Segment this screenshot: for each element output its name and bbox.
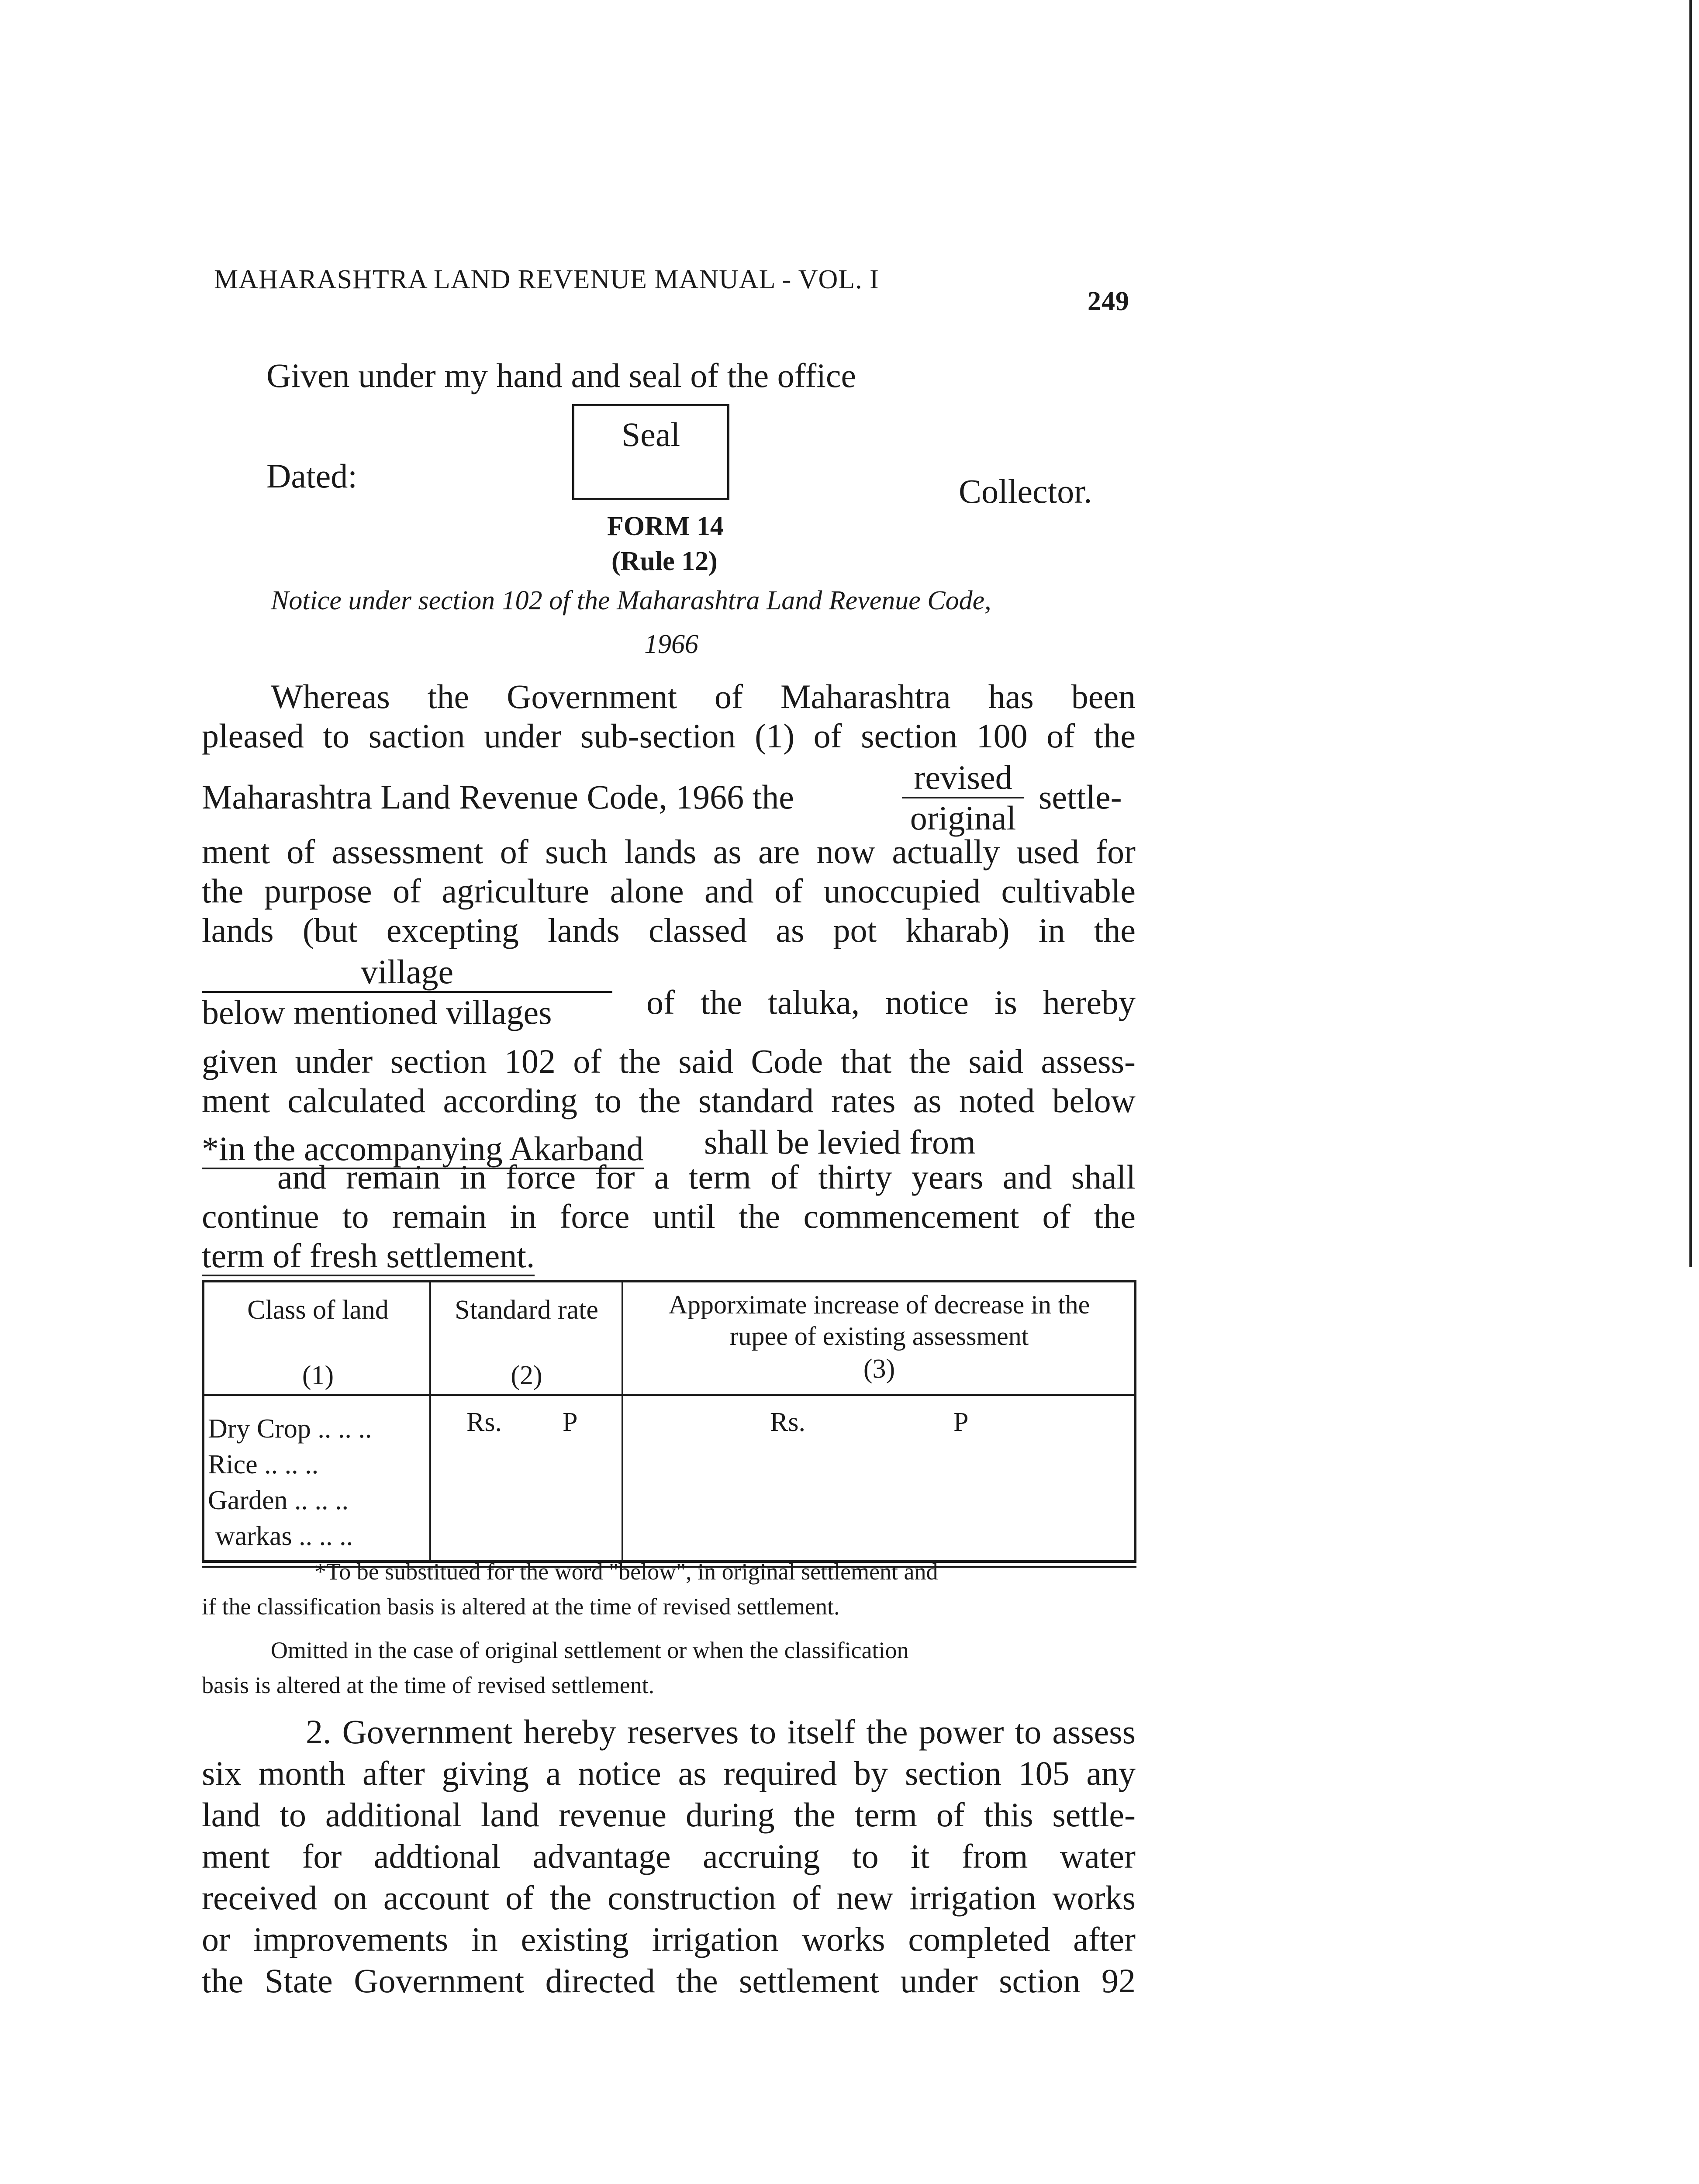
footnote-2-line-2: basis is altered at the time of revised settlement.: [202, 1672, 655, 1698]
notice-line: [646, 983, 1136, 1022]
revised-original-fraction: [902, 758, 1024, 837]
notice-subject-line-1: Notice under section 102 of the Maharashtra Land Revenue Code,: [271, 586, 991, 615]
page-number: 249: [1088, 287, 1129, 316]
class-rice: Rice .. .. ..: [208, 1450, 319, 1479]
notice-subject-line-2: 1966: [644, 629, 698, 659]
rate-rupees-unit: Rs.: [466, 1407, 502, 1437]
footnote-1-line-1: *To be substitued for the word "below", in original settlement and: [314, 1559, 938, 1585]
notice-text: ment calculated according to the standard rates as noted below: [202, 1082, 1136, 1120]
col-heading-increase-decrease: Apporximate increase of decrease in the rupee of existing assessment: [668, 1290, 1090, 1351]
standard-rates-table: [202, 1280, 1136, 1563]
para2-text: ment for addtional advantage accruing to it from water: [202, 1837, 1136, 1875]
table-divider: [622, 1282, 623, 1560]
fraction-revised: revised: [902, 758, 1024, 798]
akarband-text: *in the accompanying Akarband: [202, 1130, 644, 1169]
form-number: FORM 14: [607, 511, 724, 541]
notice-text: term of fresh settlement.: [202, 1237, 535, 1276]
class-dry-crop: Dry Crop .. .. ..: [208, 1414, 372, 1444]
para2-text: land to additional land revenue during the term of this settle-: [202, 1796, 1136, 1834]
table-header-rule: [204, 1394, 1134, 1396]
para2-line: [202, 1920, 1136, 1959]
para2-text: the State Government directed the settlement under sction 92: [202, 1962, 1136, 2000]
footnote-1-line-2: if the classification basis is altered at the time of revised settlement.: [202, 1593, 840, 1620]
notice-line-code-post: settle-: [1039, 778, 1122, 816]
notice-line-code-pre: Maharashtra Land Revenue Code, 1966 the: [202, 778, 794, 816]
class-garden: Garden .. .. ..: [208, 1486, 349, 1515]
form-rule: (Rule 12): [611, 546, 718, 576]
col-number-2: (2): [511, 1361, 542, 1390]
running-title: MAHARASHTRA LAND REVENUE MANUAL - VOL. I: [214, 265, 879, 294]
col-number-3: (3): [863, 1354, 895, 1384]
given-under-seal-line: Given under my hand and seal of the office: [266, 356, 856, 394]
para2-line: [202, 1878, 1136, 1917]
seal-label: Seal: [621, 415, 680, 453]
scan-edge-line: [1689, 0, 1692, 1267]
notice-text: lands (but excepting lands classed as pot kharab) in the: [202, 911, 1136, 949]
notice-text: Whereas the Government of Maharashtra has been: [271, 677, 1136, 715]
notice-line: [202, 832, 1136, 871]
seal-box: [572, 404, 729, 500]
notice-text: and remain in force for a term of thirty years and shall: [277, 1158, 1136, 1196]
table-divider: [429, 1282, 431, 1560]
para2-line: [202, 1754, 1136, 1793]
notice-line-last: [202, 1236, 535, 1275]
para2-line: [202, 1961, 1136, 2000]
notice-line: [202, 1197, 1136, 1236]
class-warkas: warkas .. .. ..: [215, 1521, 353, 1551]
para2-line: [202, 1795, 1136, 1834]
para2-text: 2. Government hereby reserves to itself the power to assess: [306, 1713, 1136, 1751]
fraction-original: original: [910, 799, 1016, 837]
collector-signatory: Collector.: [959, 472, 1092, 510]
fraction-village: village: [202, 952, 612, 993]
notice-text: continue to remain in force until the commencement of the: [202, 1197, 1136, 1235]
para2-line: [202, 1837, 1136, 1876]
notice-text: given under section 102 of the said Code that the said assess-: [202, 1042, 1136, 1080]
fraction-below-mentioned-villages: below mentioned villages: [202, 993, 552, 1031]
col-heading-class-of-land: Class of land: [247, 1295, 389, 1325]
col-number-1: (1): [302, 1361, 334, 1390]
notice-text: pleased to saction under sub-section (1) of section 100 of the: [202, 717, 1136, 755]
notice-line: [202, 1081, 1136, 1120]
notice-line: [202, 1042, 1136, 1081]
footnote-2-line-1: Omitted in the case of original settlement or when the classification: [271, 1637, 909, 1663]
para2-text: six month after giving a notice as required by section 105 any: [202, 1754, 1136, 1792]
notice-text: ment of assessment of such lands as are now actually used for: [202, 833, 1136, 871]
change-rupees-unit: Rs.: [770, 1407, 805, 1437]
notice-line: [202, 716, 1136, 755]
para2-text: or improvements in existing irrigation works completed after: [202, 1920, 1136, 1958]
levied-from-text: shall be levied from: [704, 1123, 976, 1161]
notice-line: [271, 677, 1136, 716]
village-fraction: [202, 952, 612, 1032]
col-heading-standard-rate: Standard rate: [455, 1295, 598, 1325]
notice-line: [202, 871, 1136, 910]
notice-line: [202, 911, 1136, 950]
notice-line: [277, 1158, 1136, 1196]
dated-label: Dated:: [266, 457, 357, 495]
notice-text: the purpose of agriculture alone and of unoccupied cultivable: [202, 872, 1136, 910]
notice-text: of the taluka, notice is hereby: [646, 983, 1136, 1021]
change-paise-unit: P: [953, 1407, 969, 1437]
para2-text: received on account of the construction of new irrigation works: [202, 1879, 1136, 1917]
rate-paise-unit: P: [563, 1407, 578, 1437]
para2-line: [306, 1712, 1136, 1751]
